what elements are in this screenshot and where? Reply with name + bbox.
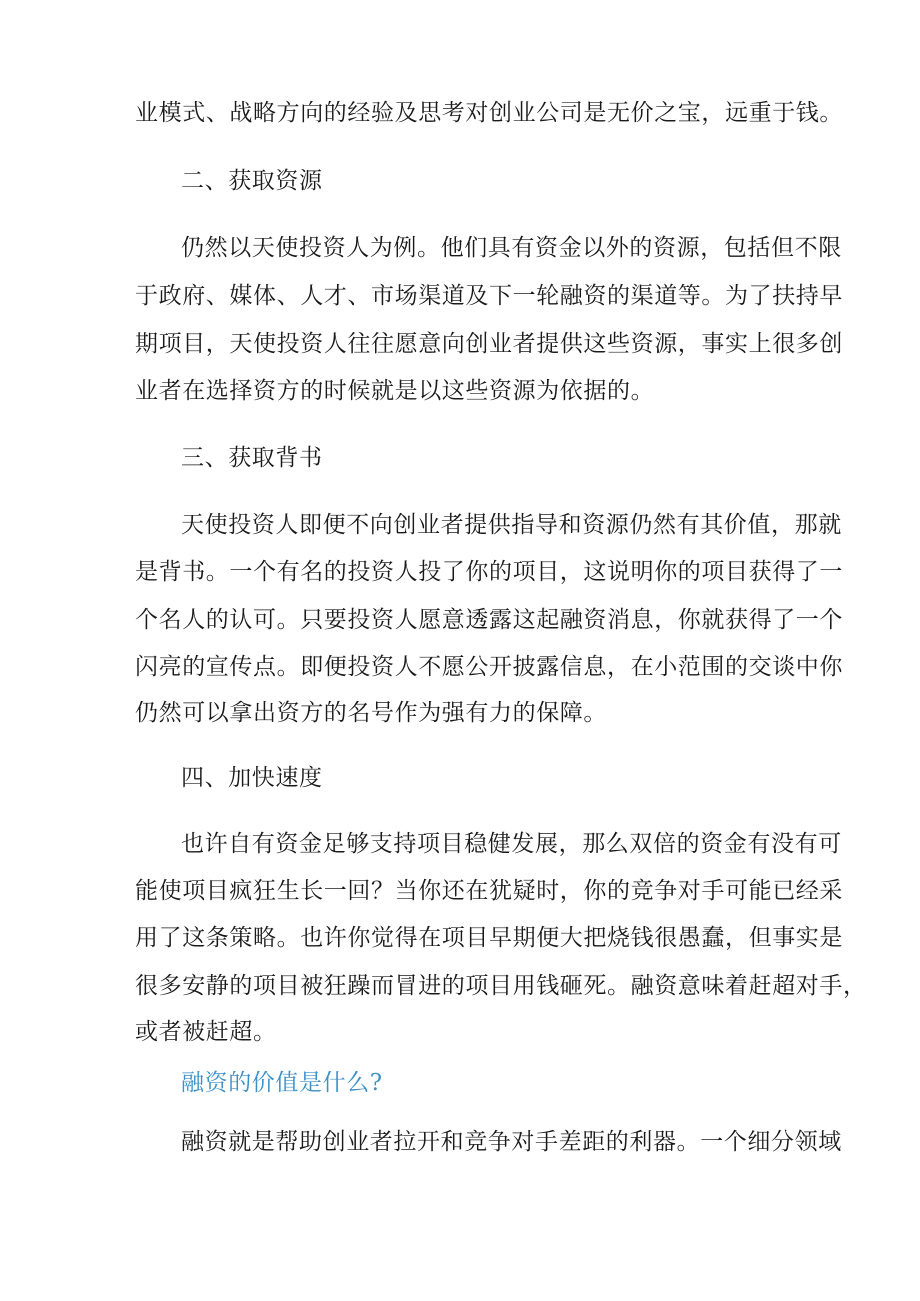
paragraph-line: 或者被赶超。 [135,1019,277,1045]
section-heading: 二、获取资源 [181,168,323,194]
paragraph-line: 仍然可以拿出资方的名号作为强有力的保障。 [135,700,607,726]
paragraph-line: 个名人的认可。只要投资人愿意透露这起融资消息，你就获得了一个 [135,607,843,633]
paragraph-line: 能使项目疯狂生长一回？当你还在犹疑时，你的竞争对手可能已经采 [135,878,843,904]
paragraph-line: 于政府、媒体、人才、市场渠道及下一轮融资的渠道等。为了扶持早 [135,283,843,309]
paragraph-line: 是背书。一个有名的投资人投了你的项目，这说明你的项目获得了一 [135,559,843,585]
paragraph-line: 业者在选择资方的时候就是以这些资源为依据的。 [135,378,655,404]
paragraph-line: 很多安静的项目被狂躁而冒进的项目用钱砸死。融资意味着赶超对手， [135,973,867,999]
paragraph-line: 融资就是帮助创业者拉开和竞争对手差距的利器。一个细分领域 [181,1129,842,1155]
paragraph-line: 业模式、战略方向的经验及思考对创业公司是无价之宝，远重于钱。 [135,100,843,126]
paragraph-line: 天使投资人即便不向创业者提供指导和资源仍然有其价值，那就 [181,512,842,538]
paragraph-line: 也许自有资金足够支持项目稳健发展，那么双倍的资金有没有可 [181,831,842,857]
paragraph-line: 闪亮的宣传点。即便投资人不愿公开披露信息，在小范围的交谈中你 [135,654,843,680]
paragraph-line: 用了这条策略。也许你觉得在项目早期便大把烧钱很愚蠢，但事实是 [135,925,843,951]
paragraph-line: 仍然以天使投资人为例。他们具有资金以外的资源，包括但不限 [181,235,842,261]
paragraph-line: 期项目，天使投资人往往愿意向创业者提供这些资源，事实上很多创 [135,331,843,357]
section-heading: 三、获取背书 [181,445,323,471]
section-heading: 四、加快速度 [181,765,323,791]
subheading: 融资的价值是什么? [181,1070,383,1096]
